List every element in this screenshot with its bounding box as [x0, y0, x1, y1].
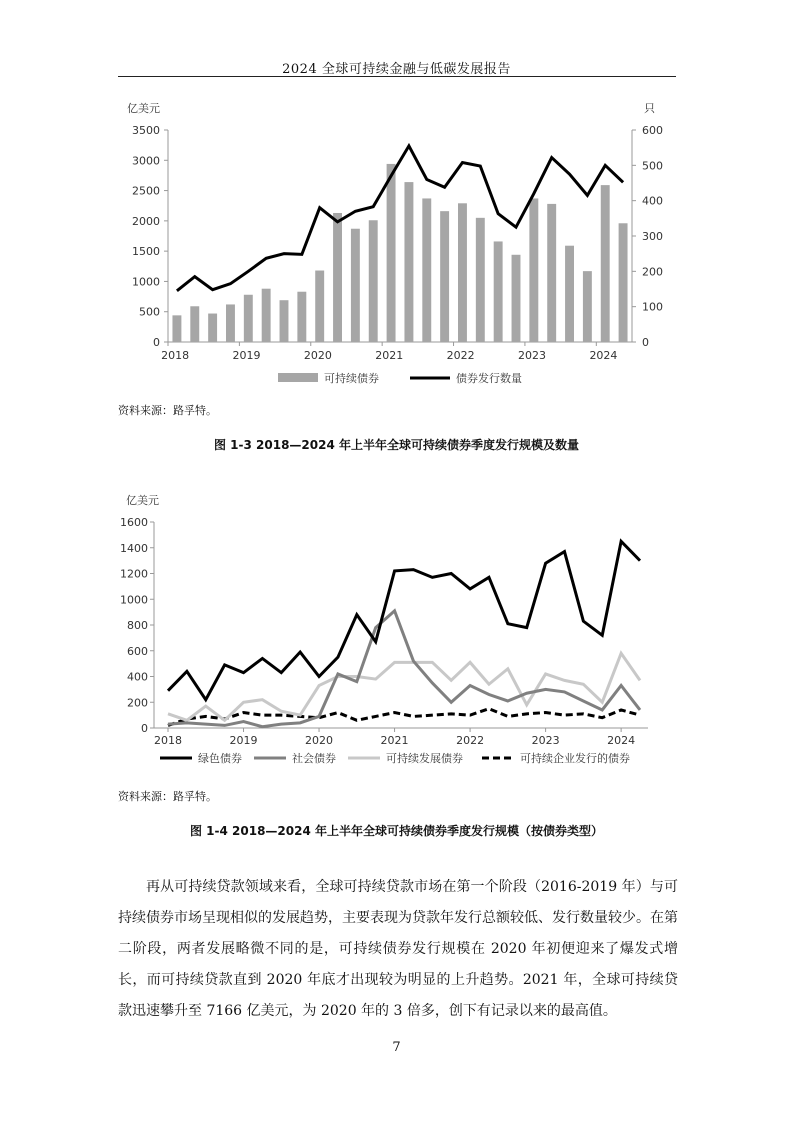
y-tick-label: 1400	[120, 541, 148, 555]
line-series-2	[168, 653, 640, 720]
y-tick-label: 200	[127, 696, 148, 710]
y-tick-label: 1000	[120, 593, 148, 607]
y-tick-label-left: 2000	[132, 214, 160, 228]
line-series-1	[168, 611, 640, 727]
legend-label-series-2: 可持续发展债券	[386, 752, 463, 765]
y-tick-label-left: 2500	[132, 184, 160, 198]
y-tick-label: 0	[141, 722, 148, 735]
x-tick-label: 2019	[229, 734, 258, 747]
y-tick-label-left: 500	[139, 305, 160, 319]
y-tick-label-left: 3000	[132, 154, 160, 168]
x-tick-label: 2022	[446, 349, 475, 362]
figure1-source: 资料来源：路孚特。	[118, 404, 217, 417]
line-series-0	[168, 541, 640, 699]
x-tick-label: 2018	[154, 734, 182, 747]
body-text	[118, 872, 678, 1027]
y-tick-label-left: 3500	[132, 124, 160, 137]
y-tick-label-right: 600	[642, 124, 663, 137]
x-tick-label: 2018	[161, 349, 190, 362]
legend-label-series-3: 可持续企业发行的债券	[520, 752, 630, 765]
y-tick-label-right: 500	[642, 159, 663, 173]
x-tick-label: 2024	[589, 349, 618, 362]
x-tick-label: 2021	[380, 734, 409, 747]
x-tick-label: 2022	[456, 734, 485, 747]
y-tick-label-left: 1000	[132, 275, 160, 289]
x-tick-label: 2023	[531, 734, 560, 747]
page-number: 7	[392, 1040, 401, 1055]
x-tick-label: 2020	[303, 349, 332, 362]
figure2-source: 资料来源：路孚特。	[118, 790, 217, 803]
legend-label-series-1: 社会债券	[292, 752, 336, 765]
page-header-title: 2024 全球可持续金融与低碳发展报告	[282, 62, 511, 77]
y-tick-label-right: 200	[642, 265, 663, 279]
y-tick-label-right: 400	[642, 194, 663, 208]
x-tick-label: 2023	[518, 349, 547, 362]
y-axis-unit-left: 亿美元	[127, 102, 160, 115]
y-tick-label: 600	[127, 644, 148, 658]
y-tick-label-left: 0	[153, 336, 160, 349]
x-tick-label: 2020	[305, 734, 334, 747]
figure1-caption: 图 1-3 2018—2024 年上半年全球可持续债券季度发行规模及数量	[213, 438, 579, 452]
y-tick-label-right: 100	[642, 300, 663, 314]
x-tick-label: 2021	[375, 349, 404, 362]
y-axis-unit: 亿美元	[126, 494, 159, 507]
y-tick-label-right: 300	[642, 230, 663, 243]
legend-label-issuance-count: 债券发行数量	[456, 372, 522, 385]
y-tick-label-right: 0	[642, 336, 649, 349]
y-tick-label: 1600	[120, 516, 148, 529]
y-tick-label: 400	[127, 670, 148, 684]
x-tick-label: 2024	[607, 734, 636, 747]
y-tick-label-left: 1500	[132, 245, 160, 259]
body-paragraph: 再从可持续贷款领域来看，全球可持续贷款市场在第一个阶段（2016-2019 年）与可持续债券市场呈现相似的发展趋势，主要表现为贷款年发行总额较低、发行数量较少。在第二阶段，两者发展略微不同的是，可持续债券发行规模在 2020 年初便迎来了爆发式增长，而可持续贷款直到 2020 年底才出现较为明显的上升趋势。2021 年，全球可持续贷款迅速攀升至 7166 亿美元，为 2020 年的 3 倍多，创下有记录以来的最高值。	[118, 879, 678, 1019]
figure2-caption: 图 1-4 2018—2024 年上半年全球可持续债券季度发行规模（按债券类型）	[189, 824, 603, 838]
legend-label-sustainable-bond: 可持续债券	[324, 372, 379, 385]
legend-label-series-0: 绿色债券	[198, 752, 242, 765]
y-axis-unit-right: 只	[644, 102, 655, 115]
x-tick-label: 2019	[232, 349, 261, 362]
y-tick-label: 800	[127, 619, 148, 632]
y-tick-label: 1200	[120, 567, 148, 581]
